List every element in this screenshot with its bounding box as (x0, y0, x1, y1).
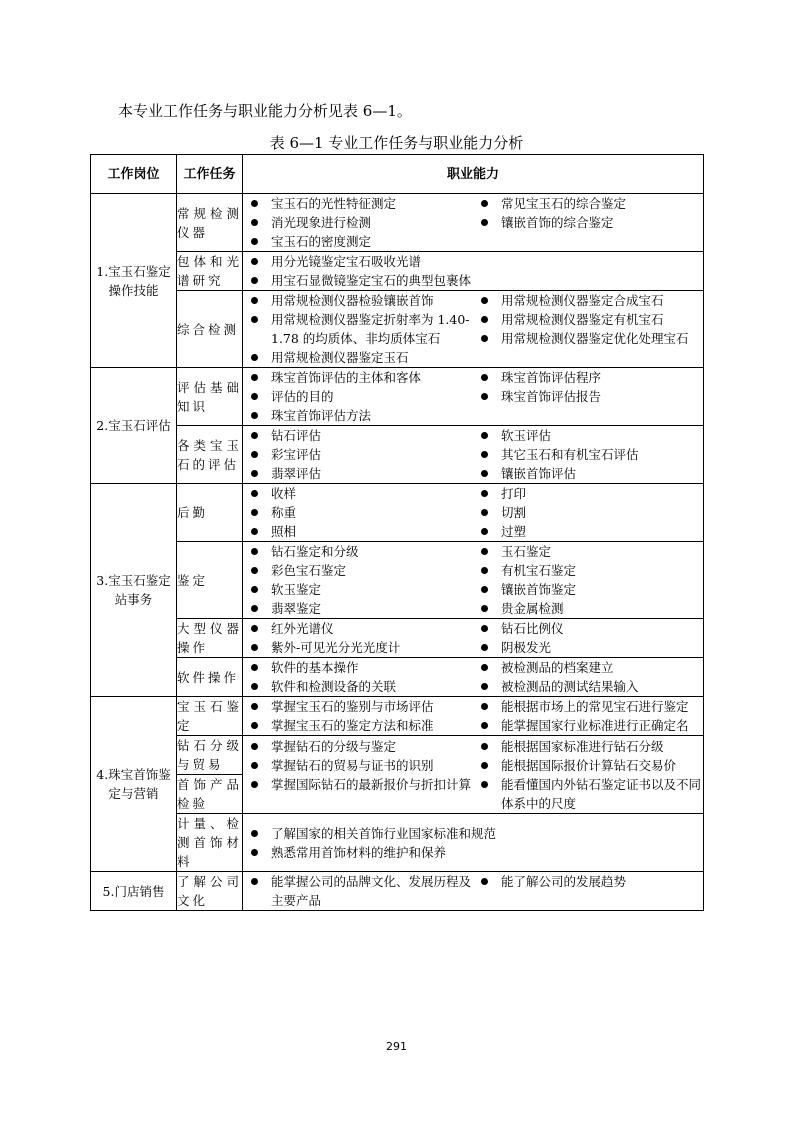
ability-item: 常见宝玉石的综合鉴定 (473, 194, 703, 213)
task-cell: 各类宝玉石的评估 (177, 426, 243, 484)
ability-item: 其它玉石和有机宝石评估 (473, 445, 703, 464)
ability-item: 彩色宝石鉴定 (243, 561, 473, 580)
task-cell: 后勤 (177, 484, 243, 542)
ability-item: 用宝石显微镜鉴定宝石的典型包裹体 (243, 271, 703, 290)
ability-list (473, 737, 703, 813)
ability-col-right (473, 658, 703, 696)
ability-item: 珠宝首饰评估报告 (473, 387, 703, 406)
ability-item: 贵金属检测 (473, 599, 703, 618)
ability-item: 能看懂国内外钻石鉴定证书以及不同体系中的尺度 (473, 775, 703, 813)
post-cell: 4.珠宝首饰鉴定与营销 (91, 697, 177, 872)
ability-col-left (243, 426, 473, 483)
ability-item: 钻石鉴定和分级 (243, 542, 473, 561)
ability-item: 用常规检测仪器鉴定优化处理宝石 (473, 329, 703, 348)
ability-item: 软玉评估 (473, 426, 703, 445)
ability-col-left (243, 737, 473, 813)
ability-list (243, 619, 473, 657)
ability-item: 珠宝首饰评估程序 (473, 368, 703, 387)
task-cell: 首饰产品检验 (177, 775, 243, 814)
ability-item: 宝玉石的光性特征测定 (243, 194, 473, 213)
ability-col-left (243, 542, 473, 618)
ability-list (473, 291, 703, 348)
table-row (91, 736, 704, 775)
ability-col-right (473, 194, 703, 251)
ability-item: 了解国家的相关首饰行业国家标准和规范 (243, 824, 703, 843)
ability-list (243, 697, 473, 735)
ability-col-right (473, 542, 703, 618)
ability-item: 收样 (243, 484, 473, 503)
ability-item: 被检测品的测试结果输入 (473, 677, 703, 696)
table-row (91, 658, 704, 697)
task-cell: 软件操作 (177, 658, 243, 697)
ability-item: 能掌握公司的品牌文化、发展历程及主要产品 (243, 872, 473, 910)
ability-col-left (243, 658, 473, 696)
ability-col-right (473, 484, 703, 541)
ability-columns (243, 824, 703, 862)
ability-list (473, 484, 703, 541)
table-row (91, 368, 704, 426)
ability-item: 翡翠鉴定 (243, 599, 473, 618)
ability-columns (243, 697, 703, 735)
task-cell: 钻石分级与贸易 (177, 736, 243, 775)
ability-item: 阴极发光 (473, 638, 703, 657)
ability-list (473, 194, 703, 232)
table-body (91, 194, 704, 911)
ability-item: 紫外-可见光分光光度计 (243, 638, 473, 657)
ability-item: 红外光谱仪 (243, 619, 473, 638)
ability-col-left (243, 194, 473, 251)
ability-columns (243, 252, 703, 290)
ability-item: 能根据市场上的常见宝石进行鉴定 (473, 697, 703, 716)
ability-item: 掌握宝玉石的鉴别与市场评估 (243, 697, 473, 716)
ability-item: 软件的基本操作 (243, 658, 473, 677)
ability-item: 玉石鉴定 (473, 542, 703, 561)
ability-list (243, 426, 473, 483)
table-header-row (91, 155, 704, 194)
ability-col-left (243, 484, 473, 541)
ability-columns (243, 291, 703, 367)
header-task: 工作任务 (177, 155, 243, 194)
ability-list (243, 824, 703, 862)
ability-list (473, 619, 703, 657)
ability-item: 掌握钻石的分级与鉴定 (243, 737, 473, 756)
header-ability: 职业能力 (243, 155, 704, 194)
ability-item: 能根据国际报价计算钻石交易价 (473, 756, 703, 775)
task-cell: 评估基础知识 (177, 368, 243, 426)
ability-item: 钻石评估 (243, 426, 473, 445)
ability-list (243, 542, 473, 618)
ability-col-right (473, 426, 703, 483)
ability-item: 珠宝首饰评估方法 (243, 406, 473, 425)
ability-columns (243, 872, 703, 910)
ability-col-left (243, 824, 703, 862)
ability-cell (243, 194, 704, 252)
table-row (91, 542, 704, 619)
ability-cell (243, 484, 704, 542)
ability-item: 能根据国家标准进行钻石分级 (473, 737, 703, 756)
ability-col-left (243, 368, 473, 425)
table-row (91, 872, 704, 911)
ability-item: 过塑 (473, 522, 703, 541)
ability-list (473, 426, 703, 483)
post-cell: 3.宝玉石鉴定站事务 (91, 484, 177, 697)
ability-columns (243, 368, 703, 425)
ability-item: 镶嵌首饰鉴定 (473, 580, 703, 599)
ability-item: 称重 (243, 503, 473, 522)
ability-item: 用分光镜鉴定宝石吸收光谱 (243, 252, 703, 271)
ability-col-right (473, 872, 703, 910)
ability-cell (243, 736, 704, 814)
ability-item: 评估的目的 (243, 387, 473, 406)
ability-list (243, 291, 473, 367)
ability-item: 被检测品的档案建立 (473, 658, 703, 677)
ability-item: 镶嵌首饰评估 (473, 464, 703, 483)
ability-item: 软件和检测设备的关联 (243, 677, 473, 696)
ability-item: 用常规检测仪器鉴定折射率为 1.40-1.78 的均质体、非均质体宝石 (243, 310, 473, 348)
table-row (91, 814, 704, 872)
ability-col-left (243, 252, 703, 290)
ability-columns (243, 426, 703, 483)
ability-item: 照相 (243, 522, 473, 541)
ability-item: 用常规检测仪器鉴定有机宝石 (473, 310, 703, 329)
ability-item: 用常规检测仪器检验镶嵌首饰 (243, 291, 473, 310)
post-cell: 2.宝玉石评估 (91, 368, 177, 484)
ability-cell (243, 619, 704, 658)
ability-cell (243, 814, 704, 872)
ability-col-left (243, 872, 473, 910)
ability-columns (243, 484, 703, 541)
ability-col-right (473, 619, 703, 657)
ability-item: 宝玉石的密度测定 (243, 232, 473, 251)
post-cell: 1.宝玉石鉴定操作技能 (91, 194, 177, 368)
ability-cell (243, 697, 704, 736)
task-cell: 宝玉石鉴定 (177, 697, 243, 736)
ability-cell (243, 658, 704, 697)
ability-list (473, 542, 703, 618)
ability-col-right (473, 697, 703, 735)
ability-list (473, 658, 703, 696)
task-cell: 大型仪器操作 (177, 619, 243, 658)
ability-cell (243, 368, 704, 426)
ability-columns (243, 542, 703, 618)
ability-col-left (243, 619, 473, 657)
ability-list (473, 368, 703, 406)
ability-list (243, 252, 703, 290)
ability-col-right (473, 368, 703, 425)
ability-col-right (473, 737, 703, 813)
ability-columns (243, 194, 703, 251)
table-row (91, 252, 704, 291)
table-caption: 表 6—1 专业工作任务与职业能力分析 (269, 134, 524, 152)
ability-columns (243, 658, 703, 696)
ability-list (243, 484, 473, 541)
table-row (91, 426, 704, 484)
ability-item: 熟悉常用首饰材料的维护和保养 (243, 843, 703, 862)
table-row (91, 484, 704, 542)
ability-columns (243, 737, 703, 813)
ability-item: 能了解公司的发展趋势 (473, 872, 703, 891)
ability-list (473, 697, 703, 735)
ability-cell (243, 252, 704, 291)
ability-list (243, 737, 473, 794)
ability-item: 珠宝首饰评估的主体和客体 (243, 368, 473, 387)
ability-item: 切割 (473, 503, 703, 522)
ability-item: 能掌握国家行业标准进行正确定名 (473, 716, 703, 735)
ability-item: 掌握宝玉石的鉴定方法和标准 (243, 716, 473, 735)
ability-table (90, 154, 704, 911)
ability-cell (243, 291, 704, 368)
ability-item: 钻石比例仪 (473, 619, 703, 638)
ability-item: 软玉鉴定 (243, 580, 473, 599)
ability-item: 掌握国际钻石的最新报价与折扣计算 (243, 775, 473, 794)
ability-item: 镶嵌首饰的综合鉴定 (473, 213, 703, 232)
table-row (91, 619, 704, 658)
task-cell: 了解公司文化 (177, 872, 243, 911)
page-number: 291 (386, 1040, 407, 1053)
table-row (91, 291, 704, 368)
ability-list (243, 658, 473, 696)
post-cell: 5.门店销售 (91, 872, 177, 911)
ability-item: 有机宝石鉴定 (473, 561, 703, 580)
task-cell: 包体和光谱研究 (177, 252, 243, 291)
ability-item: 掌握钻石的贸易与证书的识别 (243, 756, 473, 775)
table-row (91, 194, 704, 252)
ability-item: 打印 (473, 484, 703, 503)
ability-list (243, 872, 473, 910)
header-post: 工作岗位 (91, 155, 177, 194)
intro-text: 本专业工作任务与职业能力分析见表 6—1。 (118, 102, 412, 120)
ability-item: 消光现象进行检测 (243, 213, 473, 232)
ability-col-left (243, 697, 473, 735)
task-cell: 常规检测仪器 (177, 194, 243, 252)
ability-item: 用常规检测仪器鉴定合成宝石 (473, 291, 703, 310)
ability-cell (243, 872, 704, 911)
ability-columns (243, 619, 703, 657)
task-cell: 鉴定 (177, 542, 243, 619)
ability-list (243, 368, 473, 425)
ability-col-left (243, 291, 473, 367)
ability-item: 用常规检测仪器鉴定玉石 (243, 348, 473, 367)
ability-cell (243, 426, 704, 484)
task-cell: 综合检测 (177, 291, 243, 368)
ability-cell (243, 542, 704, 619)
ability-item: 彩宝评估 (243, 445, 473, 464)
ability-item: 翡翠评估 (243, 464, 473, 483)
ability-list (243, 194, 473, 251)
ability-col-right (473, 291, 703, 367)
table-row (91, 697, 704, 736)
task-cell: 计量、检测首饰材料 (177, 814, 243, 872)
ability-list (473, 872, 703, 891)
